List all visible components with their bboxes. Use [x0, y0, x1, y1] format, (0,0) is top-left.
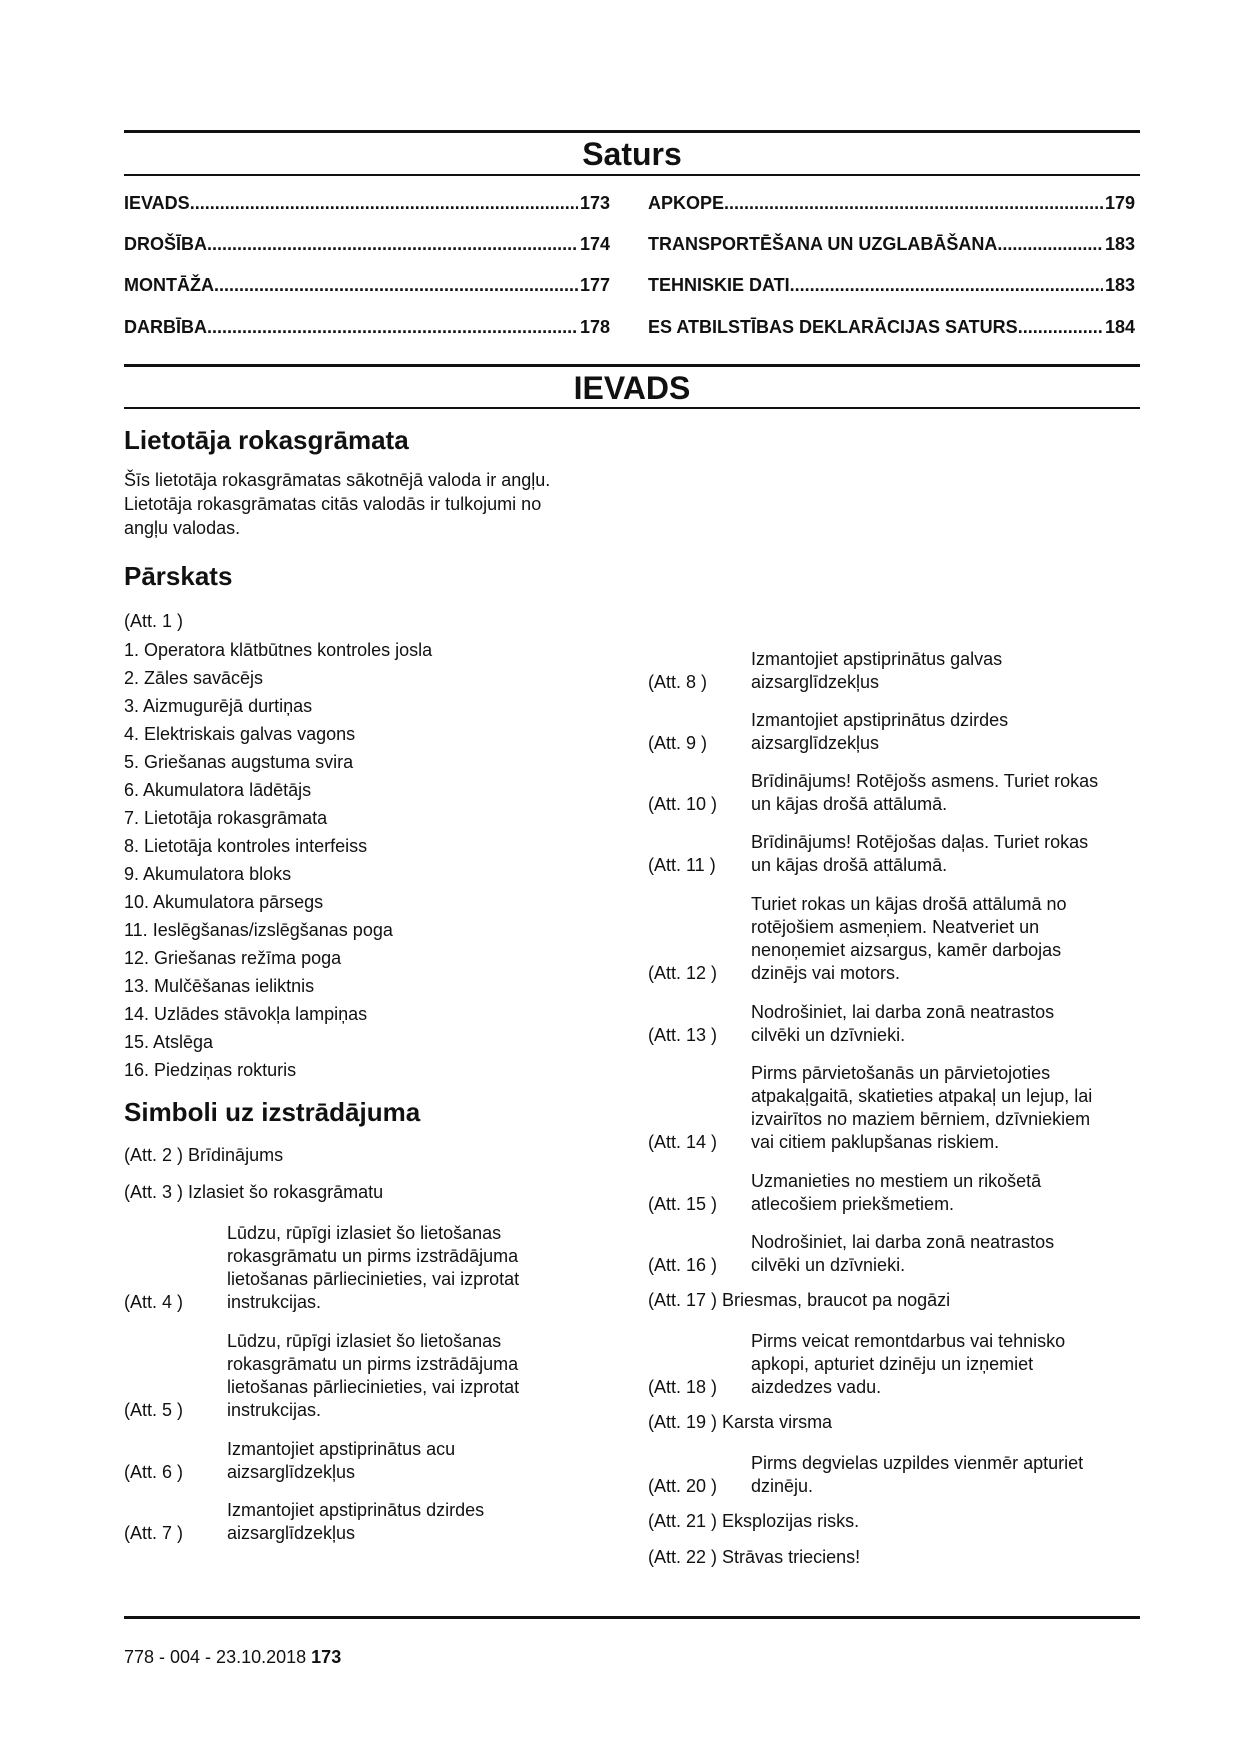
- list-item: 3. Aizmugurējā durtiņas: [124, 696, 313, 716]
- symbol-line: Izmantojiet apstiprinātus galvas: [751, 649, 1003, 669]
- manual-line: Lietotāja rokasgrāmatas citās valodās ir tulkojumi no: [124, 494, 542, 514]
- symbol-text: Eksplozijas risks.: [722, 1511, 860, 1531]
- symbol-ref: (Att. 13 ): [648, 1025, 718, 1045]
- list-item: 1. Operatora klātbūtnes kontroles josla: [124, 640, 433, 660]
- list-item: 2. Zāles savācējs: [124, 668, 264, 688]
- toc-page: 177: [579, 275, 610, 295]
- symbol-ref: (Att. 21 ): [648, 1511, 718, 1531]
- symbol-line: nenoņemiet aizsargus, kamēr darbojas: [751, 940, 1062, 960]
- symbol-line: Pirms veicat remontdarbus vai tehnisko: [751, 1331, 1066, 1351]
- symbol-att-17: [648, 1289, 950, 1312]
- toc-entry-tehniskie-dati[interactable]: [648, 274, 1135, 296]
- list-item: 11. Ieslēgšanas/izslēgšanas poga: [124, 920, 393, 940]
- symbol-ref: (Att. 18 ): [648, 1377, 718, 1397]
- manual-text: [124, 468, 624, 540]
- symbol-line: dzinēju.: [751, 1476, 814, 1496]
- toc-page: 173: [579, 193, 610, 213]
- symbol-att-14: [648, 1054, 1140, 1154]
- symbol-line: vai citiem paklupšanas riskiem.: [751, 1132, 1000, 1152]
- symbol-line: Lūdzu, rūpīgi izlasiet šo lietošanas: [227, 1223, 502, 1243]
- symbol-ref: (Att. 9 ): [648, 733, 708, 753]
- symbol-att-18: [648, 1322, 1140, 1399]
- symbol-line: instrukcijas.: [227, 1292, 322, 1312]
- symbol-att-2: [124, 1144, 283, 1167]
- footer-rule: [124, 1616, 1140, 1619]
- symbol-ref: (Att. 7 ): [124, 1523, 184, 1543]
- symbol-line: izvairītos no maziem bērniem, dzīvniekiem: [751, 1109, 1091, 1129]
- symbol-text: Izlasiet šo rokasgrāmatu: [188, 1182, 384, 1202]
- toc-label: ES ATBILSTĪBAS DEKLARĀCIJAS SATURS: [648, 317, 1018, 337]
- list-item: 15. Atslēga: [124, 1032, 214, 1052]
- symbol-ref: (Att. 8 ): [648, 672, 708, 692]
- symbols-heading: Simboli uz izstrādājuma: [124, 1097, 421, 1127]
- symbol-line: rokasgrāmatu un pirms izstrādājuma: [227, 1246, 519, 1266]
- toc-page: 179: [1104, 193, 1135, 213]
- symbol-line: rotējošiem asmeņiem. Neatveriet un: [751, 917, 1040, 937]
- symbol-att-8: [648, 640, 1140, 694]
- symbol-line: Nodrošiniet, lai darba zonā neatrastos: [751, 1232, 1055, 1252]
- symbol-ref: (Att. 5 ): [124, 1400, 184, 1420]
- symbol-line: aizsarglīdzekļus: [227, 1462, 356, 1482]
- symbol-line: Izmantojiet apstiprinātus dzirdes: [751, 710, 1009, 730]
- toc-page: 174: [579, 234, 610, 254]
- page-footer: [124, 1646, 341, 1668]
- toc-page: 183: [1104, 234, 1135, 254]
- symbol-line: un kājas drošā attālumā.: [751, 794, 948, 814]
- toc-page: 183: [1104, 275, 1135, 295]
- symbol-line: aizdedzes vadu.: [751, 1377, 882, 1397]
- symbol-line: Lūdzu, rūpīgi izlasiet šo lietošanas: [227, 1331, 502, 1351]
- intro-rule-bottom: [124, 407, 1140, 409]
- symbol-att-4: [124, 1214, 624, 1314]
- symbol-line: dzinējs vai motors.: [751, 963, 901, 983]
- symbol-ref: (Att. 12 ): [648, 963, 718, 983]
- symbol-text: Strāvas trieciens!: [722, 1547, 861, 1567]
- symbol-att-3: [124, 1181, 383, 1204]
- list-item: 7. Lietotāja rokasgrāmata: [124, 808, 328, 828]
- toc-entry-es-deklaracija[interactable]: [648, 316, 1135, 338]
- symbol-line: Pirms pārvietošanās un pārvietojoties: [751, 1063, 1051, 1083]
- toc-title-rule: [124, 174, 1140, 176]
- symbol-text: Karsta virsma: [722, 1412, 833, 1432]
- toc-entry-transportesana[interactable]: [648, 233, 1135, 255]
- toc-title: Saturs: [582, 136, 682, 172]
- symbol-line: Turiet rokas un kājas drošā attālumā no: [751, 894, 1067, 914]
- list-item: 10. Akumulatora pārsegs: [124, 892, 324, 912]
- symbol-line: Izmantojiet apstiprinātus dzirdes: [227, 1500, 485, 1520]
- symbol-ref: (Att. 19 ): [648, 1412, 718, 1432]
- symbol-line: atpakaļgaitā, skatieties atpakaļ un lejup, lai: [751, 1086, 1093, 1106]
- symbol-line: cilvēki un dzīvnieki.: [751, 1255, 906, 1275]
- symbol-line: rokasgrāmatu un pirms izstrādājuma: [227, 1354, 519, 1374]
- toc-entry-ievads[interactable]: [124, 192, 610, 214]
- symbol-att-22: [648, 1546, 860, 1569]
- symbol-att-13: [648, 993, 1140, 1047]
- toc-label: TRANSPORTĒŠANA UN UZGLABĀŠANA: [648, 234, 998, 254]
- symbol-att-7: [124, 1491, 624, 1545]
- list-item: 13. Mulčēšanas ieliktnis: [124, 976, 315, 996]
- list-item: 14. Uzlādes stāvokļa lampiņas: [124, 1004, 368, 1024]
- symbol-line: aizsarglīdzekļus: [227, 1523, 356, 1543]
- list-item: 6. Akumulatora lādētājs: [124, 780, 312, 800]
- toc-label: MONTĀŽA: [124, 275, 214, 295]
- symbol-ref: (Att. 15 ): [648, 1194, 718, 1214]
- symbol-att-20: [648, 1444, 1140, 1498]
- list-item: 5. Griešanas augstuma svira: [124, 752, 354, 772]
- symbol-line: Brīdinājums! Rotējošs asmens. Turiet rokas: [751, 771, 1099, 791]
- symbol-ref: (Att. 10 ): [648, 794, 718, 814]
- list-item: 12. Griešanas režīma poga: [124, 948, 342, 968]
- toc-entry-darbiba[interactable]: [124, 316, 610, 338]
- symbol-line: cilvēki un dzīvnieki.: [751, 1025, 906, 1045]
- symbol-ref: (Att. 17 ): [648, 1290, 718, 1310]
- toc-label: IEVADS: [124, 193, 190, 213]
- manual-line: angļu valodas.: [124, 518, 241, 538]
- symbol-line: Brīdinājums! Rotējošas daļas. Turiet rokas: [751, 832, 1089, 852]
- top-rule: [124, 130, 1140, 133]
- symbol-att-9: [648, 701, 1140, 755]
- symbol-ref: (Att. 20 ): [648, 1476, 718, 1496]
- symbol-ref: (Att. 4 ): [124, 1292, 184, 1312]
- symbol-att-6: [124, 1430, 624, 1484]
- intro-rule-top: [124, 364, 1140, 367]
- symbol-ref: (Att. 2 ): [124, 1145, 184, 1165]
- symbol-ref: (Att. 11 ): [648, 855, 716, 875]
- toc-label: DARBĪBA: [124, 317, 207, 337]
- symbol-line: un kājas drošā attālumā.: [751, 855, 948, 875]
- symbol-line: lietošanas pārliecinieties, vai izprotat: [227, 1377, 520, 1397]
- overview-list: [124, 636, 432, 1084]
- toc-label: APKOPE: [648, 193, 725, 213]
- footer-doc-id: 778 - 004 - 23.10.2018: [124, 1647, 307, 1667]
- toc-entry-apkope[interactable]: [648, 192, 1135, 214]
- symbol-ref: (Att. 6 ): [124, 1462, 184, 1482]
- toc-entry-drosiba[interactable]: [124, 233, 610, 255]
- list-item: 8. Lietotāja kontroles interfeiss: [124, 836, 368, 856]
- symbol-line: Uzmanieties no mestiem un rikošetā: [751, 1171, 1042, 1191]
- symbol-att-15: [648, 1162, 1140, 1216]
- toc-page: 178: [579, 317, 610, 337]
- symbol-text: Briesmas, braucot pa nogāzi: [722, 1290, 951, 1310]
- symbol-line: aizsarglīdzekļus: [751, 672, 880, 692]
- symbol-ref: (Att. 14 ): [648, 1132, 718, 1152]
- symbol-att-16: [648, 1223, 1140, 1277]
- toc-page: 184: [1104, 317, 1135, 337]
- intro-title: IEVADS: [573, 370, 691, 406]
- overview-ref: (Att. 1 ): [124, 611, 184, 631]
- symbol-att-5: [124, 1322, 624, 1422]
- symbol-att-11: [648, 823, 1140, 877]
- symbol-att-19: [648, 1411, 832, 1434]
- list-item: 16. Piedziņas rokturis: [124, 1060, 297, 1080]
- symbol-line: Izmantojiet apstiprinātus acu: [227, 1439, 456, 1459]
- footer-page-number: 173: [311, 1647, 342, 1667]
- symbol-ref: (Att. 16 ): [648, 1255, 718, 1275]
- symbol-att-12: [648, 885, 1140, 985]
- toc-label: TEHNISKIE DATI: [648, 275, 790, 295]
- symbol-text: Brīdinājums: [188, 1145, 284, 1165]
- manual-line: Šīs lietotāja rokasgrāmatas sākotnējā valoda ir angļu.: [124, 470, 551, 490]
- symbol-att-21: [648, 1510, 859, 1533]
- symbol-line: atlecošiem priekšmetiem.: [751, 1194, 955, 1214]
- symbol-line: apkopi, apturiet dzinēju un izņemiet: [751, 1354, 1034, 1374]
- symbol-att-10: [648, 762, 1140, 816]
- symbol-line: lietošanas pārliecinieties, vai izprotat: [227, 1269, 520, 1289]
- symbol-line: aizsarglīdzekļus: [751, 733, 880, 753]
- symbol-line: instrukcijas.: [227, 1400, 322, 1420]
- overview-heading: Pārskats: [124, 561, 233, 591]
- manual-heading: Lietotāja rokasgrāmata: [124, 425, 409, 455]
- symbol-ref: (Att. 3 ): [124, 1182, 184, 1202]
- list-item: 9. Akumulatora bloks: [124, 864, 292, 884]
- toc-label: DROŠĪBA: [124, 234, 208, 254]
- symbol-line: Nodrošiniet, lai darba zonā neatrastos: [751, 1002, 1055, 1022]
- list-item: 4. Elektriskais galvas vagons: [124, 724, 356, 744]
- toc-entry-montaza[interactable]: [124, 274, 610, 296]
- symbol-ref: (Att. 22 ): [648, 1547, 718, 1567]
- symbol-line: Pirms degvielas uzpildes vienmēr apturiet: [751, 1453, 1084, 1473]
